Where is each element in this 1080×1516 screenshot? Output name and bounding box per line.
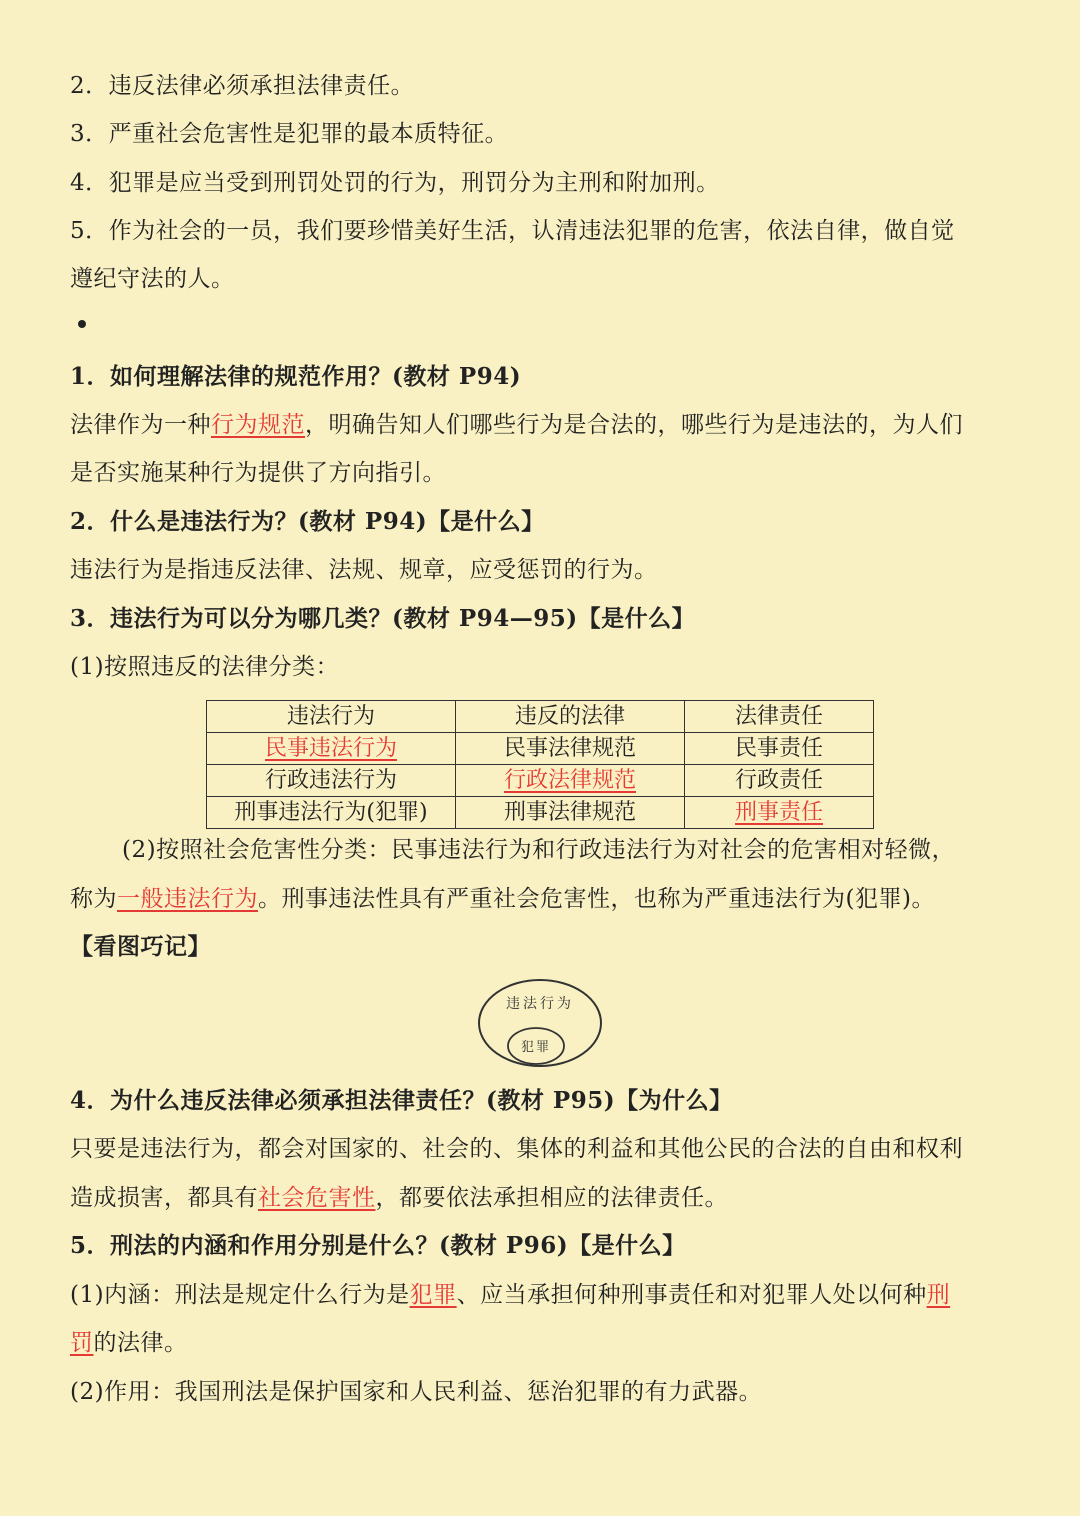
question-5-connotation-line1 [70, 1279, 1015, 1311]
question-3-sub2-line1: (2)按照社会危害性分类：民事违法行为和行政违法行为对社会的危害相对轻微， [122, 837, 956, 863]
table-row [207, 765, 874, 797]
table-header-cell: 违法行为 [207, 701, 456, 733]
question-3-sub1: (1)按照违反的法律分类： [70, 654, 340, 680]
question-1-title: 1．如何理解法律的规范作用？(教材 P94) [70, 363, 522, 390]
table-header-cell: 违反的法律 [456, 701, 685, 733]
keyword-highlight: 行为规范 [211, 412, 305, 438]
law-classification-table [206, 700, 874, 829]
question-3-sub2-line2 [70, 883, 1015, 915]
table-cell: 刑事法律规范 [456, 797, 685, 829]
keyword-highlight: 罚 [70, 1330, 94, 1356]
keyword-highlight: 犯罪 [409, 1282, 457, 1308]
keyword-highlight: 刑 [926, 1282, 951, 1308]
answer-text: 称为 [70, 886, 117, 912]
table-cell: 民事法律规范 [456, 733, 685, 765]
table-cell: 行政违法行为 [207, 765, 456, 797]
summary-item-5-line1: 5．作为社会的一员，我们要珍惜美好生活，认清违法犯罪的危害，依法自律，做自觉 [70, 218, 955, 244]
keyword-highlight: 一般违法行为 [117, 886, 258, 912]
question-4-answer-line2 [70, 1182, 1015, 1214]
question-5-title: 5．刑法的内涵和作用分别是什么？(教材 P96)【是什么】 [70, 1232, 686, 1259]
table-header-row [207, 701, 874, 733]
table-row [207, 733, 874, 765]
summary-item-2: 2．违反法律必须承担法律责任。 [70, 73, 415, 99]
question-5-connotation-line2 [70, 1327, 1015, 1359]
answer-text: 。刑事违法性具有严重社会危害性，也称为严重违法行为(犯罪)。 [258, 886, 935, 912]
question-4-title: 4．为什么违反法律必须承担法律责任？(教材 P95)【为什么】 [70, 1087, 733, 1114]
question-3-title: 3．违法行为可以分为哪几类？(教材 P94—95)【是什么】 [70, 605, 696, 632]
table-header-cell: 法律责任 [685, 701, 874, 733]
summary-item-5-line2: 遵纪守法的人。 [70, 266, 235, 292]
answer-text: 造成损害，都具有 [70, 1185, 258, 1211]
answer-text: ，明确告知人们哪些行为是合法的，哪些行为是违法的，为人们 [305, 412, 963, 438]
question-1-answer-line1 [70, 409, 1015, 441]
answer-text: 的法律。 [93, 1330, 188, 1356]
keyword-highlight: 行政法律规范 [503, 768, 636, 793]
question-2-title: 2．什么是违法行为？(教材 P94)【是什么】 [70, 508, 545, 535]
answer-text: ，都要依法承担相应的法律责任。 [375, 1185, 728, 1211]
keyword-highlight: 刑事责任 [734, 800, 823, 825]
bullet-dot [78, 320, 86, 328]
keyword-highlight: 民事违法行为 [264, 736, 397, 761]
table-row [207, 797, 874, 829]
summary-item-4: 4．犯罪是应当受到刑罚处罚的行为，刑罚分为主刑和附加刑。 [70, 170, 720, 196]
question-1-answer-line2: 是否实施某种行为提供了方向指引。 [70, 460, 446, 486]
outer-label: 违法行为 [506, 996, 574, 1012]
keyword-highlight: 社会危害性 [258, 1185, 376, 1211]
answer-text: (1)内涵：刑法是规定什么行为是 [70, 1282, 410, 1308]
table-cell [685, 797, 874, 829]
question-4-answer-line1: 只要是违法行为，都会对国家的、社会的、集体的利益和其他公民的合法的自由和权利 [70, 1136, 963, 1162]
table-cell: 刑事违法行为(犯罪) [207, 797, 456, 829]
inner-label: 犯罪 [520, 1040, 552, 1055]
summary-item-3: 3．严重社会危害性是犯罪的最本质特征。 [70, 121, 509, 147]
table-cell [207, 733, 456, 765]
table-cell: 行政责任 [685, 765, 874, 797]
table-cell: 民事责任 [685, 733, 874, 765]
table-cell [456, 765, 685, 797]
question-2-answer: 违法行为是指违反法律、法规、规章，应受惩罚的行为。 [70, 557, 658, 583]
crime-venn-diagram [475, 978, 605, 1070]
question-5-role: (2)作用：我国刑法是保护国家和人民利益、惩治犯罪的有力武器。 [70, 1379, 763, 1405]
answer-text: 法律作为一种 [70, 412, 211, 438]
memo-heading: 【看图巧记】 [70, 933, 211, 960]
answer-text: 、应当承担何种刑事责任和对犯罪人处以何种 [456, 1282, 927, 1308]
